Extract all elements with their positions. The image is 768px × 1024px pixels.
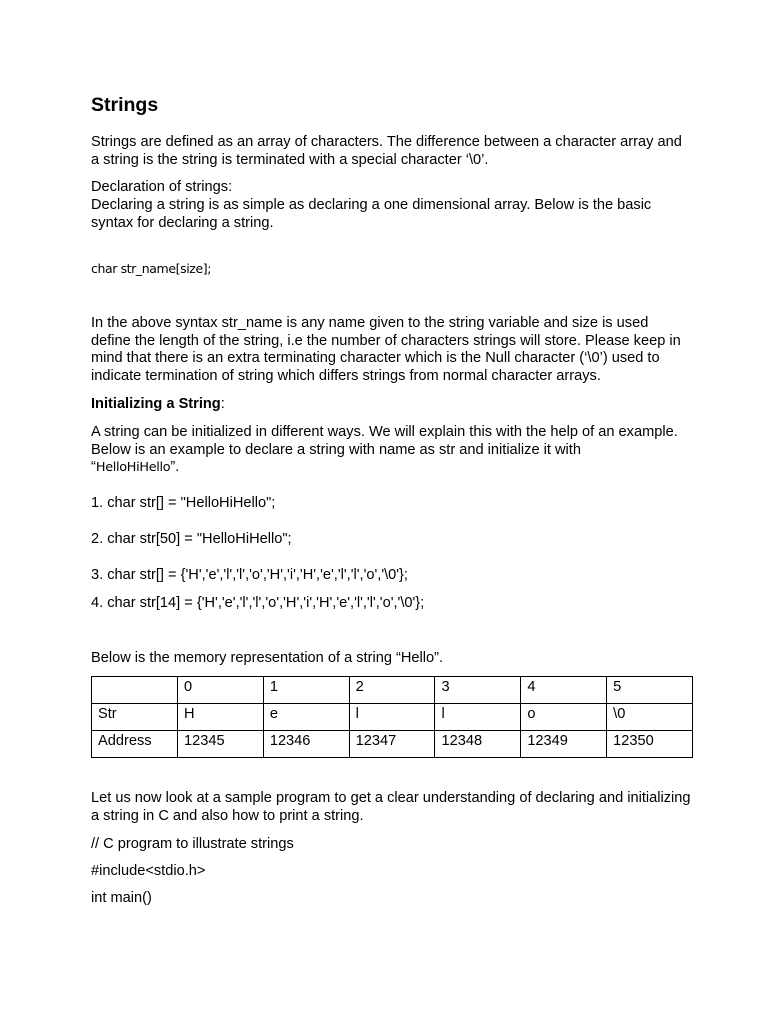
initializing-text: A string can be initialized in different ways. We will explain this with the help of an example. Below is an example to declare a string with name as str and initialize it with [91, 424, 678, 458]
table-cell: 0 [178, 677, 264, 704]
initializing-heading-colon: : [220, 396, 225, 412]
table-cell: 4 [521, 677, 607, 704]
initializing-heading-bold: Initializing a String [91, 396, 221, 412]
syntax-example: char str_name[size]; [91, 261, 212, 276]
table-row [92, 731, 693, 758]
code-line-comment: // C program to illustrate strings [91, 836, 294, 852]
table-cell: 12350 [607, 731, 693, 758]
table-cell: 3 [435, 677, 521, 704]
program-intro: Let us now look at a sample program to get a clear understanding of declaring and initializing a string in C and also how to print a string. [91, 790, 691, 824]
table-cell: 5 [607, 677, 693, 704]
declaration-paragraph: Declaring a string is as simple as declaring a one dimensional array. Below is the basic syntax for declaring a string. [91, 197, 652, 231]
example-4: 4. char str[14] = {'H','e','l','l','o','H','i','H','e','l','l','o','\0'}; [91, 595, 425, 611]
table-cell: o [521, 704, 607, 731]
memory-table [91, 676, 693, 758]
table-header-row [92, 677, 693, 704]
table-cell: Address [92, 731, 178, 758]
initializing-heading [91, 396, 225, 414]
page-title: Strings [91, 94, 159, 116]
table-cell: 12347 [349, 731, 435, 758]
table-cell: \0 [607, 704, 693, 731]
example-1: 1. char str[] = "HelloHiHello"; [91, 495, 276, 511]
syntax-explanation: In the above syntax str_name is any name given to the string variable and size is used define the length of the string, i.e the number of characters strings will store. Please keep in mind that there is an extra terminating character which is the Null character (‘\0’) used to indicate termination of string which differs strings from normal character arrays. [91, 315, 681, 384]
open-quote: “ [91, 459, 96, 475]
declaration-heading: Declaration of strings: [91, 179, 233, 195]
code-line-main: int main() [91, 890, 152, 906]
memory-caption: Below is the memory representation of a string “Hello”. [91, 650, 444, 666]
table-cell: 1 [263, 677, 349, 704]
example-string-name: HelloHiHello [95, 460, 171, 475]
table-cell: l [349, 704, 435, 731]
initializing-paragraph [91, 424, 691, 477]
table-cell [92, 677, 178, 704]
table-row [92, 704, 693, 731]
example-3: 3. char str[] = {'H','e','l','l','o','H','i','H','e','l','l','o','\0'}; [91, 567, 408, 583]
code-line-include: #include<stdio.h> [91, 863, 206, 879]
table-cell: 12346 [263, 731, 349, 758]
table-cell: l [435, 704, 521, 731]
table-cell: 12348 [435, 731, 521, 758]
table-cell: 2 [349, 677, 435, 704]
intro-paragraph: Strings are defined as an array of characters. The difference between a character array and a string is the string is terminated with a special character ‘\0’. [91, 134, 682, 168]
table-cell: H [178, 704, 264, 731]
table-cell: 12349 [521, 731, 607, 758]
close-quote: ”. [170, 459, 180, 475]
table-cell: e [263, 704, 349, 731]
table-cell: 12345 [178, 731, 264, 758]
table-cell: Str [92, 704, 178, 731]
example-2: 2. char str[50] = "HelloHiHello"; [91, 531, 292, 547]
